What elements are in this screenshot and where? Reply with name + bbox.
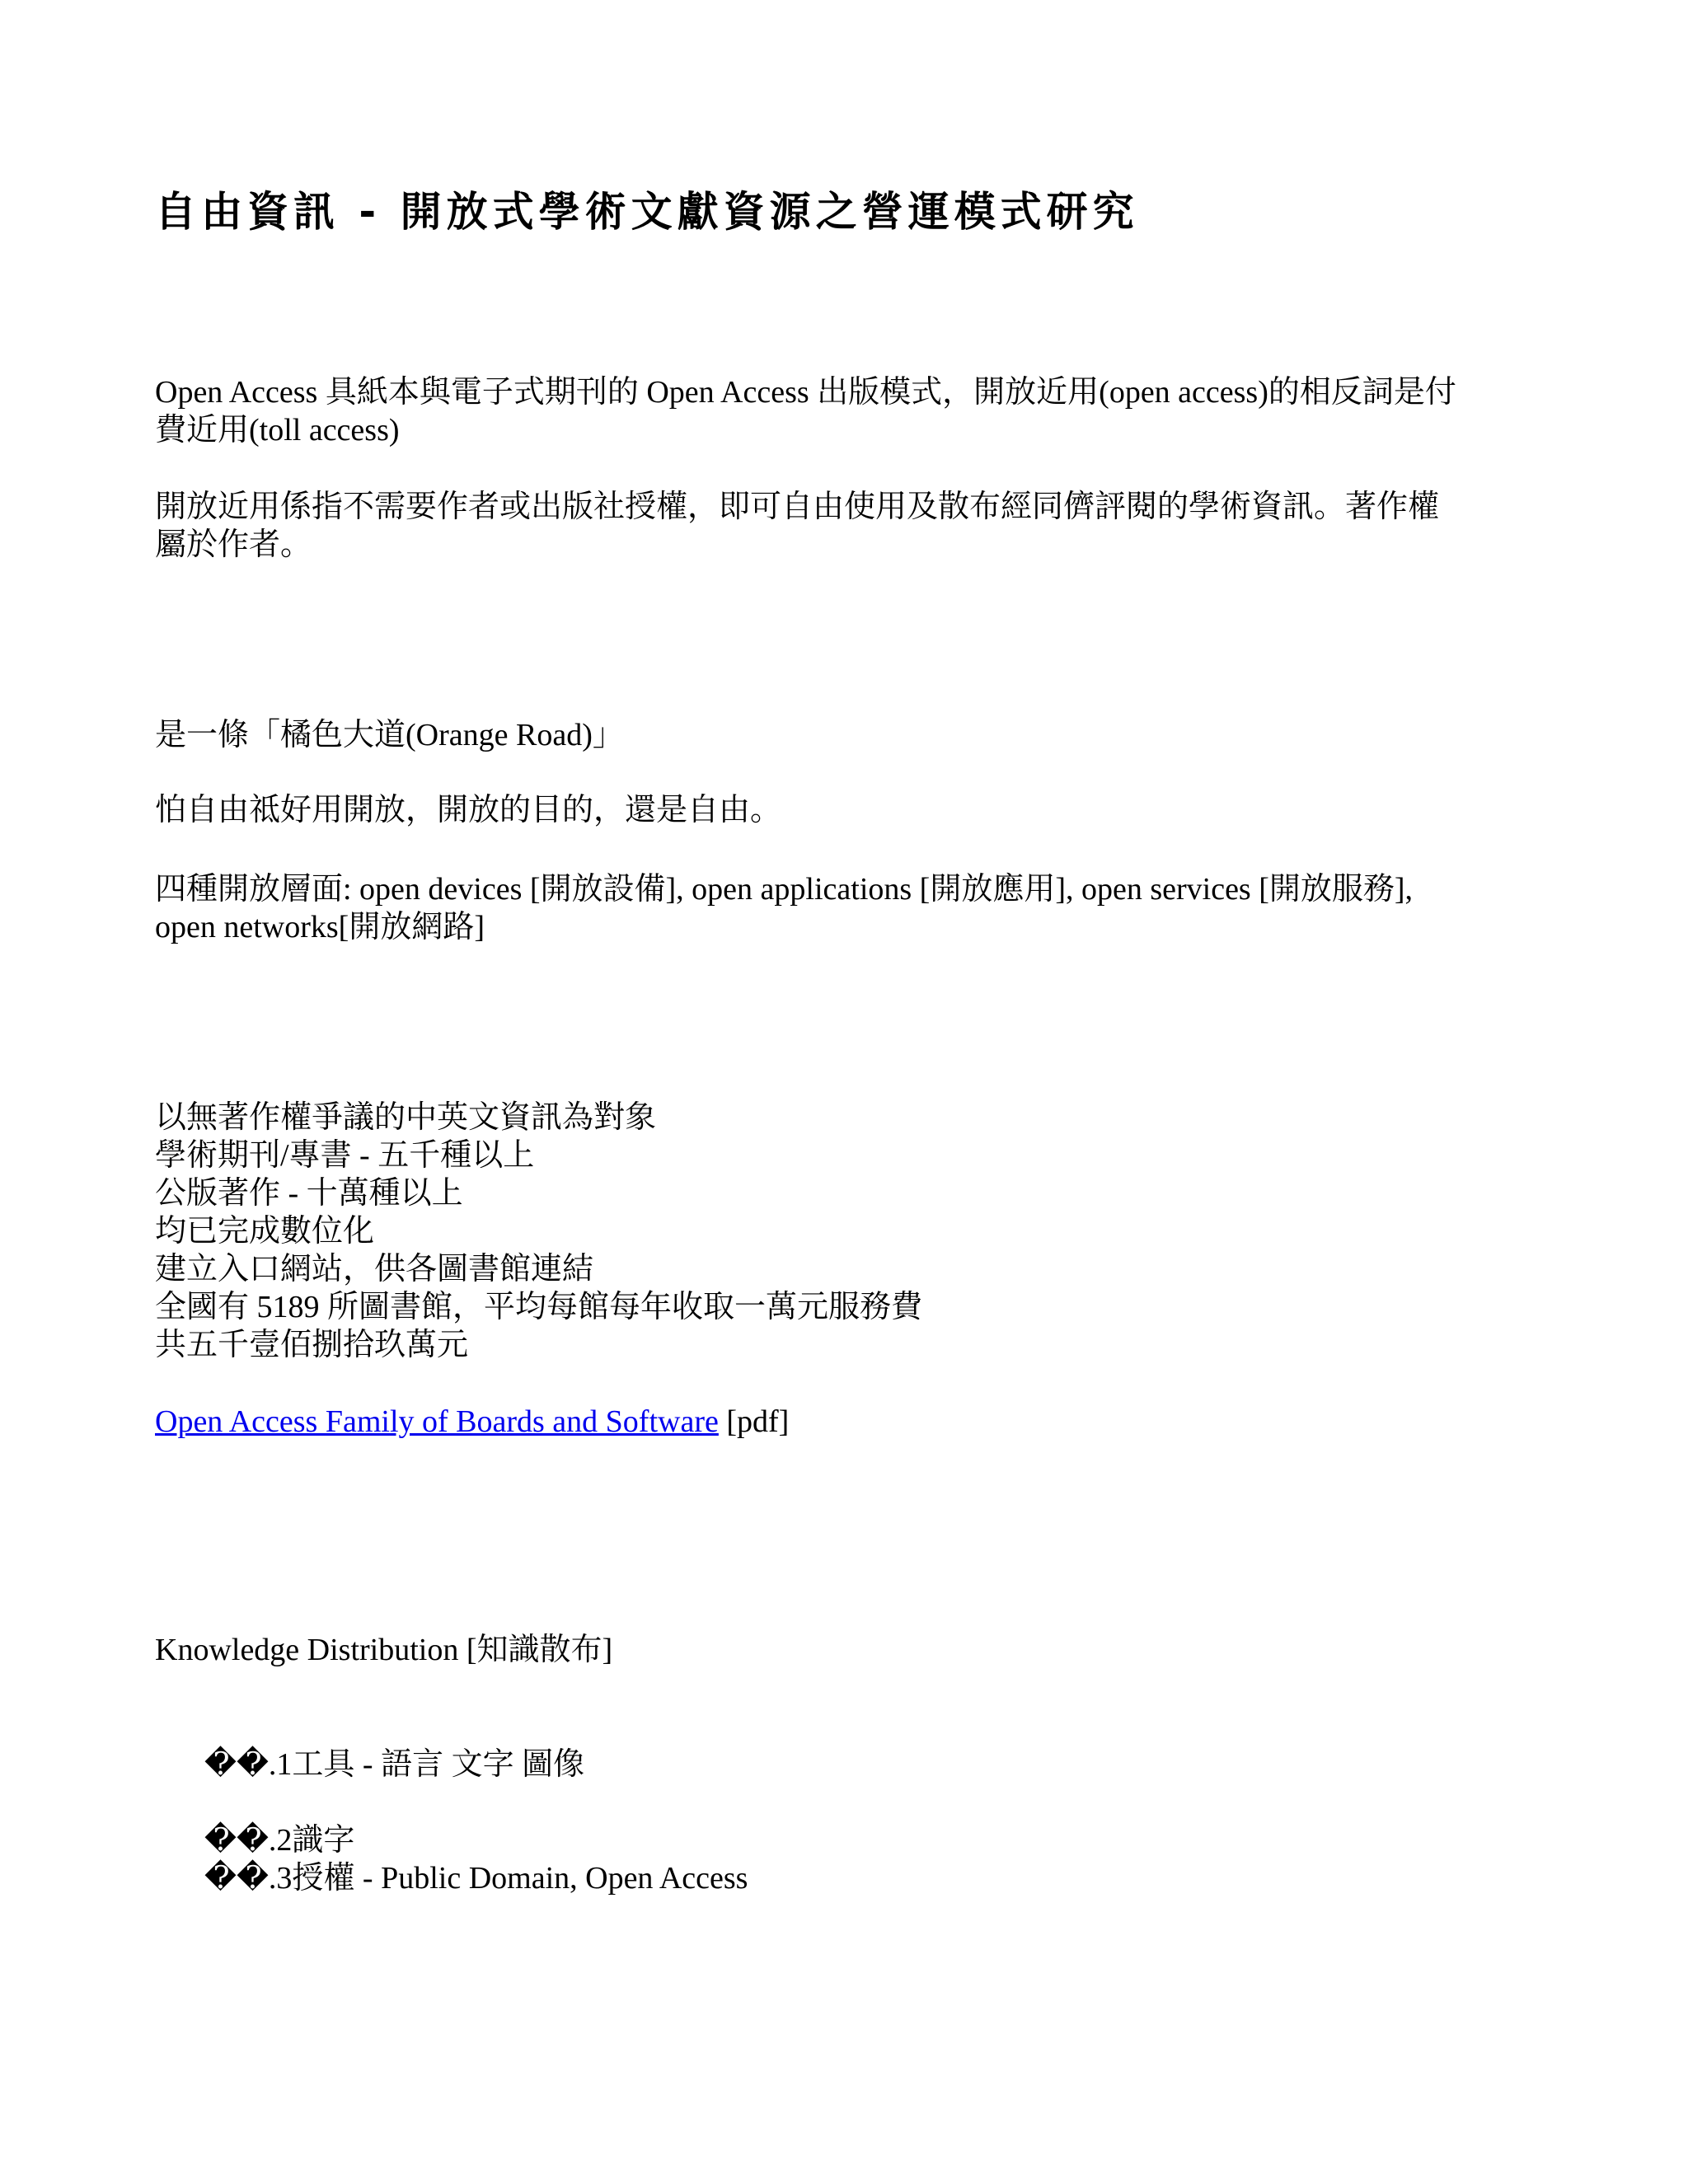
knowledge-item-1-line: ��.1工具 - 語言 文字 圖像 xyxy=(204,1747,585,1782)
plan-list xyxy=(155,1099,1540,1364)
plan-item: 建立入口網站，供各圖書館連結 xyxy=(155,1252,594,1286)
pdf-note: [pdf] xyxy=(718,1404,790,1439)
orange-road-line: 是一條「橘色大道(Orange Road)」 xyxy=(155,718,624,752)
intro-paragraph xyxy=(155,373,1540,449)
definition-paragraph xyxy=(155,488,1540,564)
knowledge-heading-line: Knowledge Distribution [知識散布] xyxy=(155,1633,613,1667)
freedom-line: 怕自由祗好用開放，開放的目的，還是自由。 xyxy=(155,793,782,827)
orange-road-text xyxy=(155,716,1540,754)
plan-item: 學術期刊/專書 - 五千種以上 xyxy=(155,1138,535,1173)
knowledge-items-2-3 xyxy=(204,1821,1589,1897)
openness-levels-paragraph xyxy=(155,870,1540,946)
knowledge-item-3-line: ��.3授權 - Public Domain, Open Access xyxy=(204,1861,748,1896)
freedom-text xyxy=(155,791,1540,829)
knowledge-item-1 xyxy=(204,1746,1589,1783)
page-title: 自由資訊 - 開放式學術文獻資源之營運模式研究 xyxy=(155,188,1139,236)
link-paragraph xyxy=(155,1403,1540,1441)
knowledge-item-2-line: ��.2識字 xyxy=(204,1823,355,1858)
link-line xyxy=(155,1403,1540,1441)
intro-line-1: Open Access 具紙本與電子式期刊的 Open Access 出版模式，開放近用(open access)的相反詞是付 xyxy=(155,375,1456,410)
plan-item: 全國有 5189 所圖書館，平均每館每年收取一萬元服務費 xyxy=(155,1290,923,1324)
knowledge-heading xyxy=(155,1631,1540,1669)
plan-item: 公版著作 - 十萬種以上 xyxy=(155,1176,463,1211)
openness-levels-line-1: 四種開放層面: open devices [開放設備], open applications [開放應用], open services [開放服務], xyxy=(155,872,1414,907)
open-access-family-link[interactable]: Open Access Family of Boards and Software xyxy=(155,1404,719,1439)
definition-line-1: 開放近用係指不需要作者或出版社授權，即可自由使用及散布經同儕評閱的學術資訊。著作權 xyxy=(155,490,1440,524)
intro-line-2: 費近用(toll access) xyxy=(155,413,400,448)
document-page xyxy=(155,0,1540,2184)
plan-item: 共五千壹佰捌拾玖萬元 xyxy=(155,1328,469,1362)
plan-item: 均已完成數位化 xyxy=(155,1214,375,1249)
openness-levels-line-2: open networks[開放網路] xyxy=(155,910,485,944)
definition-line-2: 屬於作者。 xyxy=(155,527,312,562)
plan-item: 以無著作權爭議的中英文資訊為對象 xyxy=(155,1100,657,1135)
